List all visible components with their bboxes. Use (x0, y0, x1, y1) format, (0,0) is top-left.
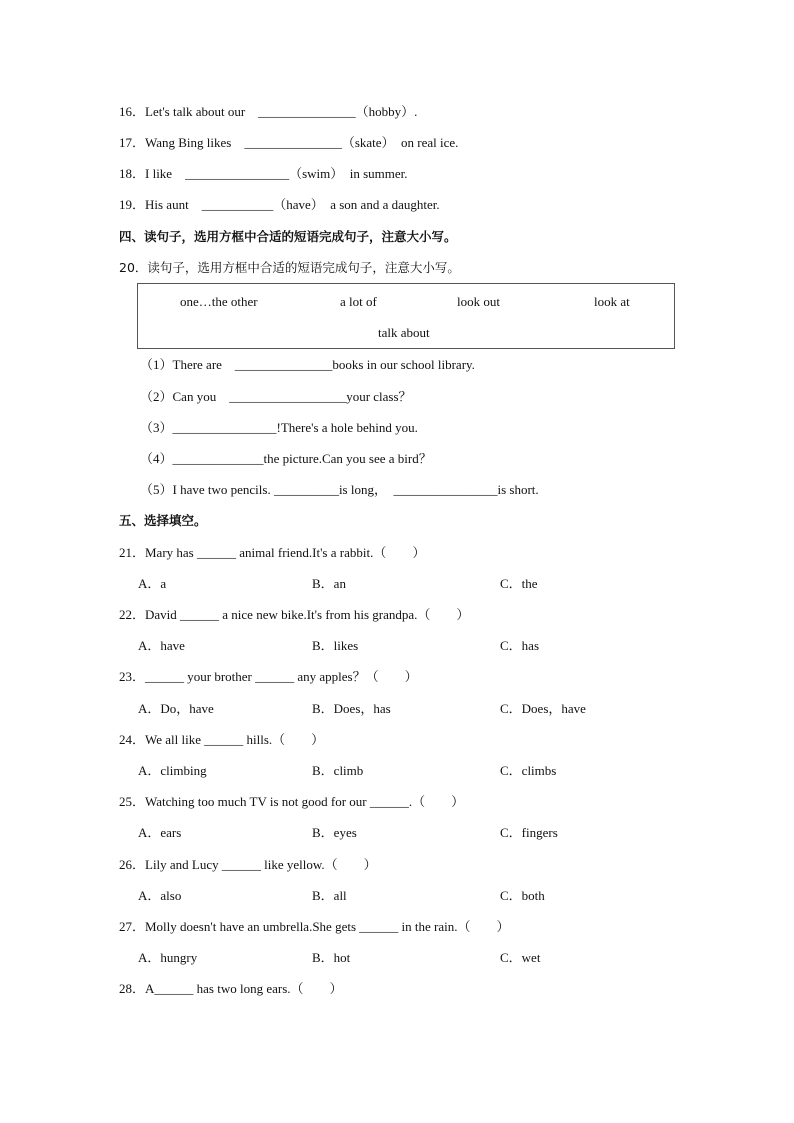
option-c: C．has (500, 638, 540, 653)
option-a: A．climbing (138, 763, 207, 778)
question-17: 17．Wang Bing likes _______________（skate） on real ice. (119, 135, 459, 150)
question-24: 24．We all like ______ hills.（ ） (119, 732, 325, 747)
question-22: 22．David ______ a nice new bike.It's from his grandpa.（ ） (119, 607, 470, 622)
question-20-item-1: （1）There are _______________books in our school library. (140, 357, 475, 372)
option-c: C．the (500, 576, 538, 591)
option-a: A．hungry (138, 950, 198, 965)
section-5-heading: 五、选择填空。 (119, 513, 207, 528)
option-a: A．have (138, 638, 185, 653)
question-27: 27．Molly doesn't have an umbrella.She gets ______ in the rain.（ ） (119, 919, 510, 934)
question-23: 23．______ your brother ______ any apples？（ ） (119, 669, 418, 684)
option-b: B．eyes (312, 825, 357, 840)
phrase-option: look out (457, 294, 500, 309)
phrase-box (137, 283, 675, 349)
option-a: A．a (138, 576, 167, 591)
phrase-option: look at (594, 294, 630, 309)
phrase-option: a lot of (340, 294, 377, 309)
option-c: C．wet (500, 950, 541, 965)
question-28: 28．A______ has two long ears.（ ） (119, 981, 343, 996)
question-20: 20．读句子，选用方框中合适的短语完成句子，注意大小写。 (119, 260, 460, 275)
option-b: B．an (312, 576, 346, 591)
question-25: 25．Watching too much TV is not good for our ______.（ ） (119, 794, 465, 809)
question-26: 26．Lily and Lucy ______ like yellow.（ ） (119, 857, 377, 872)
option-a: A．Do，have (138, 701, 214, 716)
phrase-option: talk about (378, 325, 430, 340)
option-c: C．both (500, 888, 545, 903)
question-21: 21．Mary has ______ animal friend.It's a rabbit.（ ） (119, 545, 426, 560)
section-4-heading: 四、读句子，选用方框中合适的短语完成句子，注意大小写。 (119, 229, 457, 244)
option-c: C．climbs (500, 763, 557, 778)
option-b: B．likes (312, 638, 359, 653)
option-c: C．fingers (500, 825, 558, 840)
phrase-option: one…the other (180, 294, 258, 309)
option-b: B．Does，has (312, 701, 391, 716)
question-20-item-2: （2）Can you __________________your class？ (140, 389, 412, 404)
option-b: B．climb (312, 763, 364, 778)
question-19: 19．His aunt ___________（have） a son and a daughter. (119, 197, 440, 212)
question-20-item-4: （4）______________the picture.Can you see a bird？ (140, 451, 432, 466)
option-a: A．also (138, 888, 182, 903)
option-b: B．hot (312, 950, 351, 965)
question-20-item-5: （5）I have two pencils. __________is long， ________________is short. (140, 482, 539, 497)
option-c: C．Does，have (500, 701, 586, 716)
option-b: B．all (312, 888, 347, 903)
question-20-item-3: （3）________________!There's a hole behind you. (140, 420, 418, 435)
question-18: 18．I like ________________（swim） in summer. (119, 166, 408, 181)
option-a: A．ears (138, 825, 182, 840)
question-16: 16．Let's talk about our _______________（hobby）. (119, 104, 418, 119)
